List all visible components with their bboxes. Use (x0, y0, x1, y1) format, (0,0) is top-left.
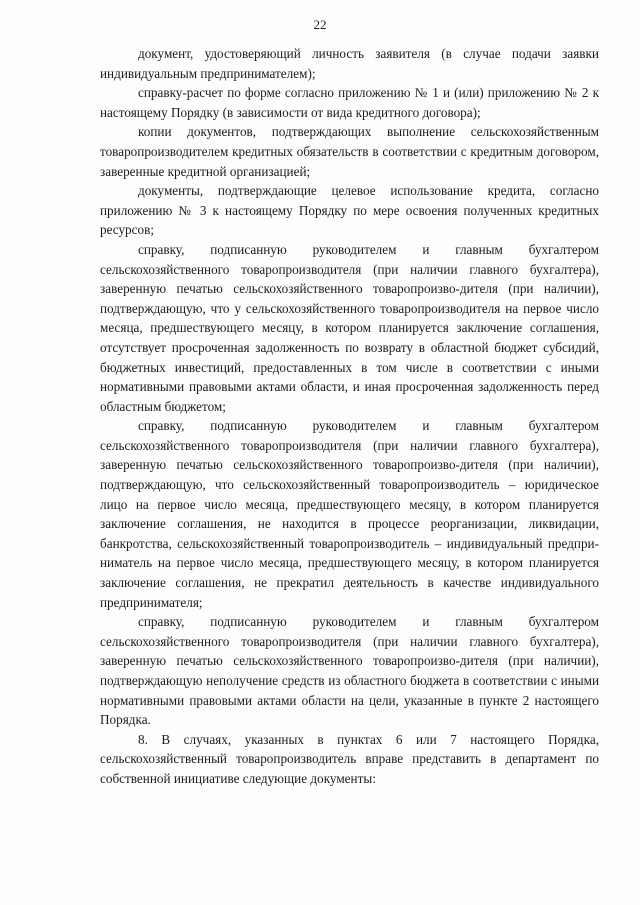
paragraph-no-overdue-debt-certificate: справку, подписанную руководителем и главным бухгалтером сельскохозяйственного товаропроизводителя (при наличии главного бухгалтера), заверенную печатью сельскохозяйственного товаропроизво-дителя (при наличии), подтверждающую, что у сельскохозяйственного товаропроизводителя на первое число месяца, предшествующего месяцу, в котором планируется заключение соглашения, отсутствует просроченная задолженность по возврату в областной бюджет субсидий, бюджетных инвестиций, предоставленных в том числе в соответствии с иными нормативными правовыми актами области, и иная просроченная задолженность перед областным бюджетом; (100, 241, 599, 414)
paragraph-credit-usage-documents: документы, подтверждающие целевое использование кредита, согласно приложению № 3 к настоящему Порядку по мере освоения полученных кредитных ресурсов; (100, 183, 599, 238)
paragraph-no-reorganization-certificate: справку, подписанную руководителем и главным бухгалтером сельскохозяйственного товаропроизводителя (при наличии главного бухгалтера), заверенную печатью сельскохозяйственного товаропроизво-дителя (при наличии), подтверждающую, что сельскохозяйственный товаропроизводитель – юридическое лицо на первое число месяца, предшествующего месяцу, в котором планируется заключение соглашения, не находится в процессе реорганизации, ликвидации, банкротства, сельскохозяйственный товаропроизводитель – индивидуальный предпри-ниматель на первое число месяца, предшествующего месяцу, в котором планируется заключение соглашения, не прекратил деятельность в качестве индивидуального предпринимателя; (100, 418, 599, 610)
page-number: 22 (313, 17, 327, 32)
paragraph-calculation-certificate: справку-расчет по форме согласно приложению № 1 и (или) приложению № 2 к настоящему Порядку (в зависимости от вида кредитного договора); (100, 85, 599, 120)
paragraph-credit-obligations-copies: копии документов, подтверждающих выполнение сельскохозяйственным товаропроизводителем кредитных обязательств в соответствии с кредитным договором, заверенные кредитной организацией; (100, 124, 599, 179)
document-body (100, 44, 599, 789)
paragraph-no-other-funding-certificate: справку, подписанную руководителем и главным бухгалтером сельскохозяйственного товаропроизводителя (при наличии главного бухгалтера), заверенную печатью сельскохозяйственного товаропроизво-дителя (при наличии), подтверждающую неполучение средств из областного бюджета в соответствии с иными нормативными правовыми актами области на цели, указанные в пункте 2 настоящего Порядка. (100, 614, 599, 728)
paragraph-item-8: 8. В случаях, указанных в пунктах 6 или 7 настоящего Порядка, сельскохозяйственный товаропроизводитель вправе представить в департамент по собственной инициативе следующие документы: (100, 731, 599, 786)
paragraph-identity-document: документ, удостоверяющий личность заявителя (в случае подачи заявки индивидуальным предпринимателем); (100, 46, 599, 81)
